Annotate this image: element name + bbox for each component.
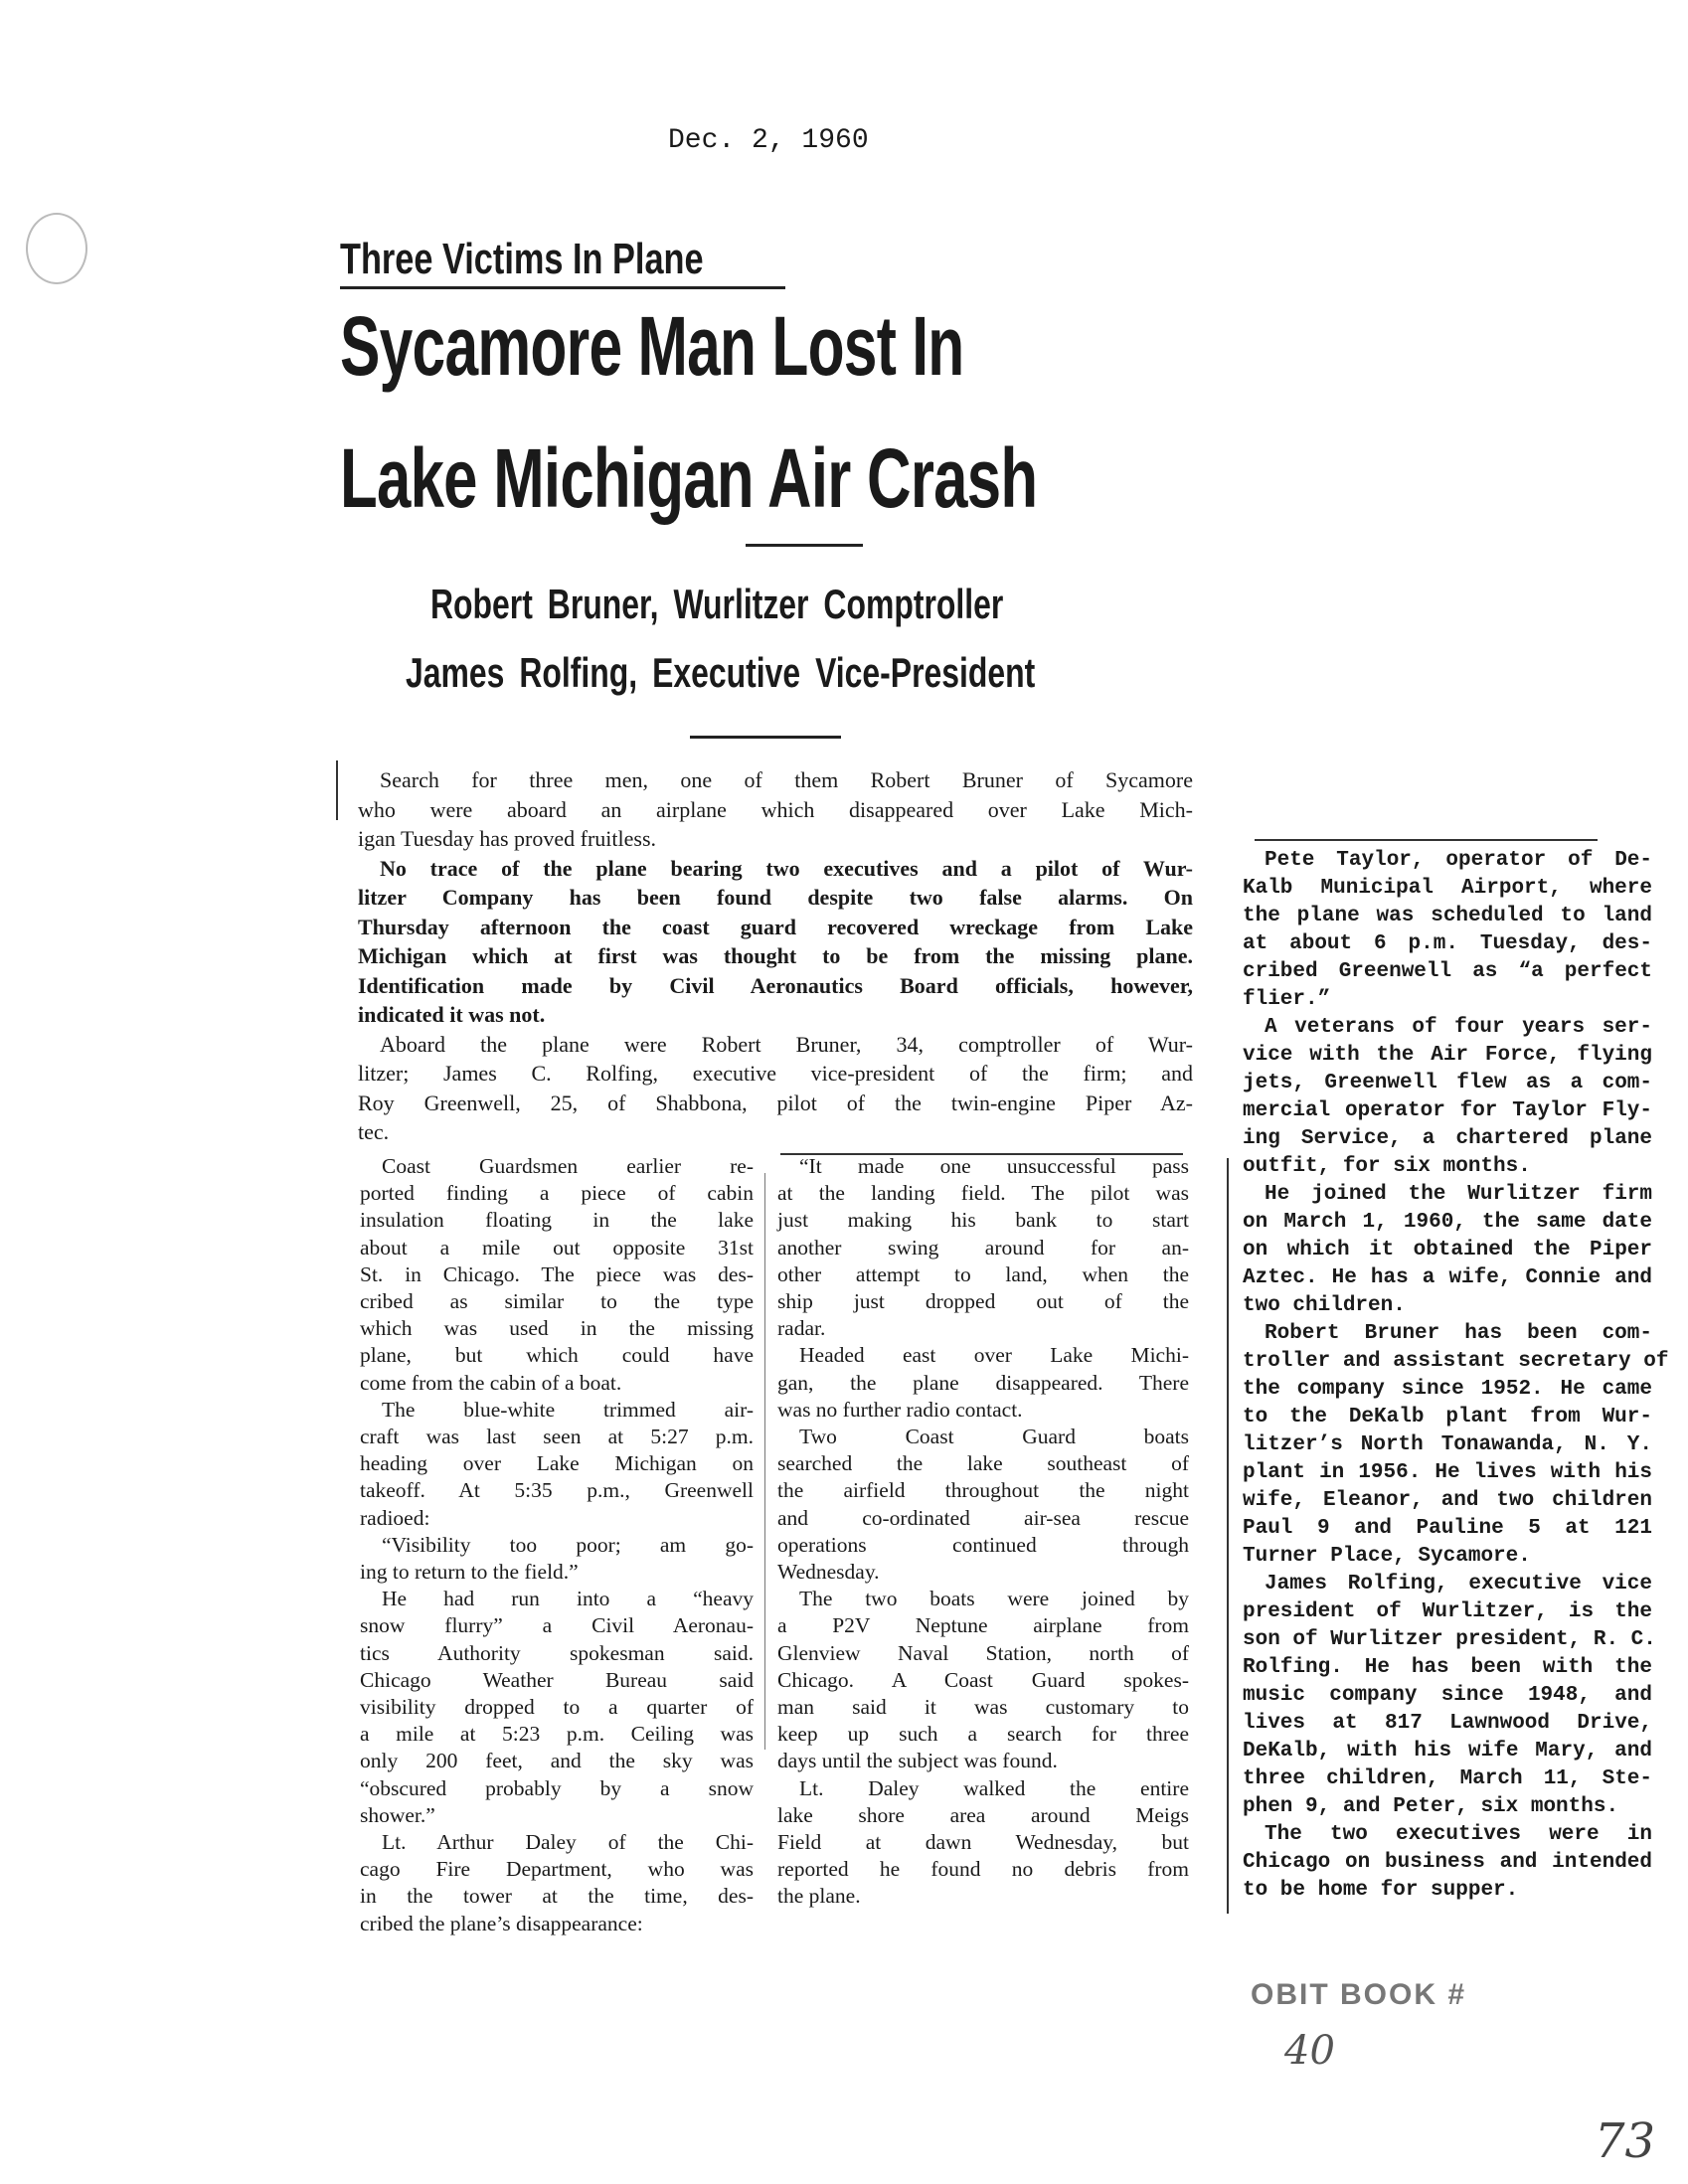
text-line: visibility dropped to a quarter of	[360, 1695, 754, 1720]
text-line: another swing around for an-	[777, 1235, 1189, 1260]
text-line: plane, but which could have	[360, 1343, 754, 1368]
text-line: Two Coast Guard boats	[799, 1425, 1189, 1449]
text-line: operations continued through	[777, 1532, 1189, 1557]
text-line: He had run into a “heavy	[382, 1587, 754, 1611]
text-line: the plane.	[777, 1884, 861, 1909]
text-line: takeoff. At 5:35 p.m., Greenwell	[360, 1478, 754, 1503]
paragraph	[777, 1775, 1189, 1911]
paragraph	[358, 854, 1193, 1030]
text-line: cribed the plane’s disappearance:	[360, 1911, 643, 1935]
text-line: Field at dawn Wednesday, but	[777, 1830, 1189, 1855]
text-line: ing to return to the field.”	[360, 1560, 579, 1585]
text-line: to the DeKalb plant from Wur-	[1243, 1406, 1652, 1428]
text-line: Michigan which at first was thought to be from the missing plane.	[358, 943, 1193, 968]
text-line: which was used in the missing	[360, 1316, 754, 1341]
text-line: litzer Company has been found despite two false alarms. On	[358, 885, 1193, 910]
paragraph	[360, 1153, 754, 1397]
article-column-1	[360, 1153, 754, 1937]
text-line: Thursday afternoon the coast guard recovered wreckage from Lake	[358, 914, 1193, 939]
text-line: He joined the Wurlitzer firm	[1265, 1183, 1652, 1206]
text-line: Search for three men, one of them Robert Bruner of Sycamore	[380, 767, 1193, 792]
paragraph	[1243, 1320, 1669, 1571]
paragraph	[1243, 1821, 1652, 1905]
text-line: radioed:	[360, 1505, 430, 1530]
headline-line-2: Lake Michigan Air Crash	[340, 431, 1038, 525]
text-line: St. in Chicago. The piece was des-	[360, 1261, 754, 1286]
text-line: Wednesday.	[777, 1560, 880, 1585]
text-line: outfit, for six months.	[1243, 1155, 1531, 1178]
text-line: gan, the plane disappeared. There	[777, 1370, 1189, 1395]
text-line: Kalb Municipal Airport, where	[1243, 877, 1652, 900]
text-line: Aboard the plane were Robert Bruner, 34, comptroller of Wur-	[380, 1031, 1193, 1057]
text-line: the plane was scheduled to land	[1243, 905, 1652, 927]
text-line: “It made one unsuccessful pass	[799, 1154, 1189, 1178]
text-line: No trace of the plane bearing two executives and a pilot of Wur-	[380, 855, 1193, 881]
text-line: days until the subject was found.	[777, 1749, 1058, 1773]
text-line: Chicago on business and intended	[1243, 1851, 1652, 1874]
text-line: in the tower at the time, des-	[360, 1884, 754, 1909]
handwritten-page-number: 73	[1595, 2113, 1656, 2169]
text-line: Coast Guardsmen earlier re-	[382, 1154, 754, 1178]
text-line: Headed east over Lake Michi-	[799, 1343, 1189, 1368]
headline-rule	[746, 544, 863, 547]
paragraph	[358, 1030, 1193, 1147]
text-line: two children.	[1243, 1294, 1406, 1317]
text-line: Turner Place, Sycamore.	[1243, 1545, 1531, 1568]
paragraph	[777, 1586, 1189, 1774]
text-line: searched the lake southeast of	[777, 1451, 1189, 1476]
text-line: only 200 feet, and the sky was	[360, 1749, 754, 1773]
text-line: mercial operator for Taylor Fly-	[1243, 1099, 1652, 1122]
text-line: “Visibility too poor; am go-	[382, 1532, 754, 1557]
subhead-rule	[690, 736, 841, 739]
text-line: Chicago. A Coast Guard spokes-	[777, 1667, 1189, 1692]
paragraph	[1243, 1181, 1652, 1320]
text-line: flier.”	[1243, 988, 1331, 1011]
text-line: other attempt to land, when the	[777, 1261, 1189, 1286]
text-line: cribed Greenwell as “a perfect	[1243, 960, 1652, 983]
text-line: James Rolfing, executive vice	[1265, 1573, 1652, 1596]
text-line: Roy Greenwell, 25, of Shabbona, pilot of the twin-engine Piper Az-	[358, 1090, 1193, 1115]
text-line: litzer’s North Tonawanda, N. Y.	[1243, 1433, 1652, 1456]
text-line: at about 6 p.m. Tuesday, des-	[1243, 932, 1652, 955]
text-line: president of Wurlitzer, is the	[1243, 1600, 1652, 1623]
text-line: Pete Taylor, operator of De-	[1265, 849, 1652, 872]
text-line: A veterans of four years ser-	[1265, 1016, 1652, 1039]
text-line: jets, Greenwell flew as a com-	[1243, 1072, 1652, 1094]
text-line: at the landing field. The pilot was	[777, 1181, 1189, 1206]
text-line: litzer; James C. Rolfing, executive vice-president of the firm; and	[358, 1061, 1193, 1086]
text-line: The two boats were joined by	[799, 1587, 1189, 1611]
kicker-headline: Three Victims In Plane	[340, 235, 704, 283]
obit-book-stamp: OBIT BOOK #	[1251, 1978, 1467, 2011]
text-line: radar.	[777, 1316, 826, 1341]
text-line: was no further radio contact.	[777, 1397, 1023, 1422]
text-line: and co-ordinated air-sea rescue	[777, 1505, 1189, 1530]
text-line: who were aboard an airplane which disappeared over Lake Mich-	[358, 796, 1193, 822]
text-line: music company since 1948, and	[1243, 1684, 1652, 1707]
text-line: igan Tuesday has proved fruitless.	[358, 826, 657, 851]
text-line: the company since 1952. He came	[1243, 1378, 1652, 1401]
column-rule	[764, 1173, 765, 1750]
text-line: Chicago Weather Bureau said	[360, 1667, 754, 1692]
text-line: indicated it was not.	[358, 1002, 546, 1027]
text-line: Robert Bruner has been com-	[1265, 1322, 1652, 1345]
paragraph	[360, 1397, 754, 1532]
text-line: keep up such a search for three	[777, 1722, 1189, 1747]
text-line: three children, March 11, Ste-	[1243, 1767, 1652, 1790]
text-line: shower.”	[360, 1802, 435, 1827]
text-line: Paul 9 and Pauline 5 at 121	[1243, 1517, 1652, 1540]
text-line: about a mile out opposite 31st	[360, 1235, 754, 1260]
text-line: Glenview Naval Station, north of	[777, 1640, 1189, 1665]
text-line: just making his bank to start	[777, 1208, 1189, 1233]
text-line: ported finding a piece of cabin	[360, 1181, 754, 1206]
column-rule	[1227, 1158, 1229, 1914]
text-line: wife, Eleanor, and two children	[1243, 1489, 1652, 1512]
paragraph	[358, 765, 1193, 854]
subhead-line-2: James Rolfing, Executive Vice-President	[406, 649, 1036, 696]
text-line: heading over Lake Michigan on	[360, 1451, 754, 1476]
text-line: cribed as similar to the type	[360, 1289, 754, 1314]
text-line: on which it obtained the Piper	[1243, 1239, 1652, 1261]
text-line: ing Service, a chartered plane	[1243, 1127, 1652, 1150]
text-line: son of Wurlitzer president, R. C.	[1243, 1628, 1656, 1651]
subhead-line-1: Robert Bruner, Wurlitzer Comptroller	[430, 581, 1004, 627]
text-line: Rolfing. He has been with the	[1243, 1656, 1652, 1679]
paragraph	[777, 1153, 1189, 1342]
text-line: the airfield throughout the night	[777, 1478, 1189, 1503]
text-line: man said it was customary to	[777, 1695, 1189, 1720]
paragraph	[360, 1586, 754, 1829]
paragraph	[1243, 847, 1652, 1014]
text-line: Lt. Daley walked the entire	[799, 1775, 1189, 1800]
article-column-2	[777, 1153, 1189, 1911]
paragraph	[777, 1424, 1189, 1586]
text-line: vice with the Air Force, flying	[1243, 1044, 1652, 1067]
article-lead	[358, 765, 1193, 1147]
text-line: cago Fire Department, who was	[360, 1857, 754, 1882]
text-line: DeKalb, with his wife Mary, and	[1243, 1740, 1652, 1763]
paragraph	[1243, 1571, 1656, 1821]
paragraph	[1243, 1014, 1652, 1181]
text-line: insulation floating in the lake	[360, 1208, 754, 1233]
text-line: Lt. Arthur Daley of the Chi-	[382, 1830, 754, 1855]
kicker-underline	[340, 286, 785, 289]
clipping-date: Dec. 2, 1960	[668, 125, 869, 156]
text-line: troller and assistant secretary of	[1243, 1350, 1669, 1373]
paragraph	[360, 1829, 754, 1937]
paragraph	[360, 1532, 754, 1586]
obit-book-number: 40	[1284, 2028, 1335, 2074]
text-line: Identification made by Civil Aeronautics Board officials, however,	[358, 972, 1193, 998]
headline-line-1: Sycamore Man Lost In	[340, 299, 964, 393]
text-line: tec.	[358, 1119, 390, 1144]
text-line: craft was last seen at 5:27 p.m.	[360, 1425, 754, 1449]
article-column-3	[1243, 847, 1669, 1905]
text-line: The blue-white trimmed air-	[382, 1397, 754, 1422]
text-line: on March 1, 1960, the same date	[1243, 1211, 1652, 1234]
column-rule	[336, 760, 338, 820]
text-line: come from the cabin of a boat.	[360, 1370, 622, 1395]
text-line: The two executives were in	[1265, 1823, 1652, 1846]
text-line: reported he found no debris from	[777, 1857, 1189, 1882]
text-line: tics Authority spokesman said.	[360, 1640, 754, 1665]
paragraph	[777, 1342, 1189, 1424]
text-line: “obscured probably by a snow	[360, 1775, 754, 1800]
text-line: lake shore area around Meigs	[777, 1802, 1189, 1827]
text-line: a mile at 5:23 p.m. Ceiling was	[360, 1722, 754, 1747]
text-line: lives at 817 Lawnwood Drive,	[1243, 1712, 1652, 1735]
text-line: to be home for supper.	[1243, 1879, 1519, 1902]
text-line: ship just dropped out of the	[777, 1289, 1189, 1314]
punch-hole	[26, 213, 87, 284]
text-line: Aztec. He has a wife, Connie and	[1243, 1266, 1652, 1289]
text-line: a P2V Neptune airplane from	[777, 1613, 1189, 1638]
text-line: phen 9, and Peter, six months.	[1243, 1795, 1619, 1818]
column-top-rule	[1255, 839, 1598, 841]
text-line: snow flurry” a Civil Aeronau-	[360, 1613, 754, 1638]
text-line: plant in 1956. He lives with his	[1243, 1461, 1652, 1484]
